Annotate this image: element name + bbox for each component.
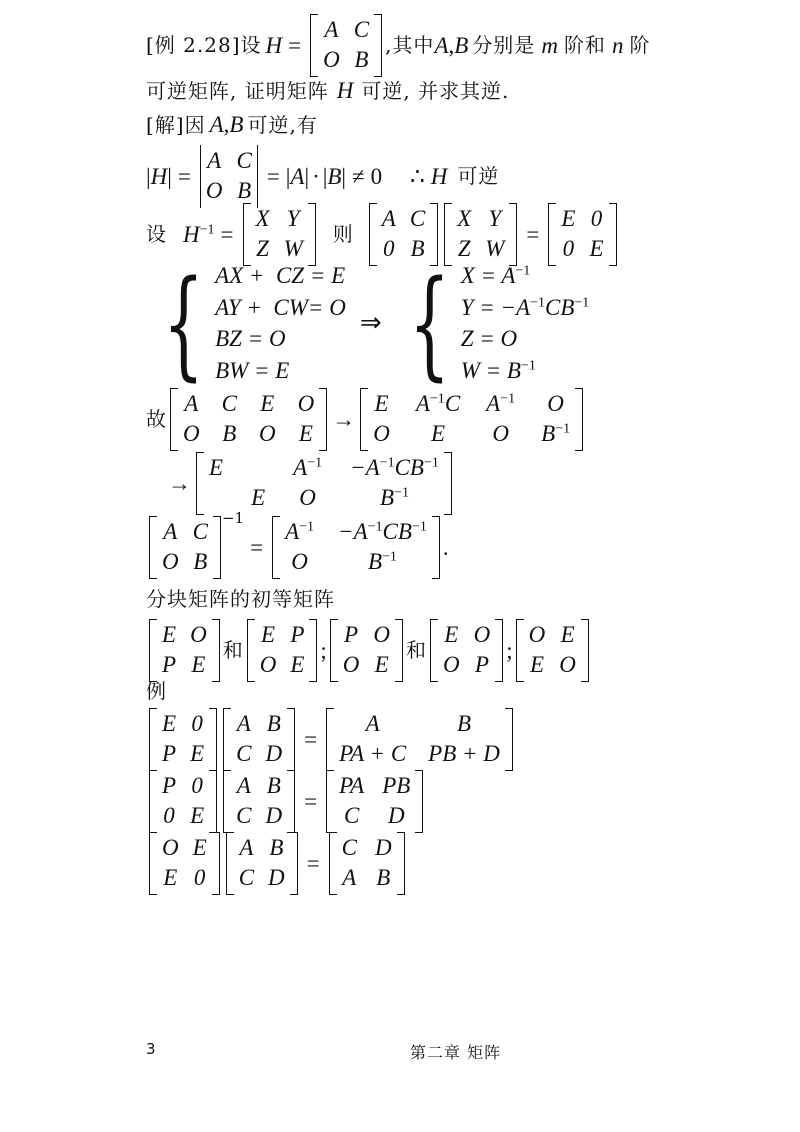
matrix-ABCD-3: A B C D — [226, 832, 298, 895]
section-title — [146, 588, 335, 610]
example-product-3: O E E 0 A B C D = C D A B — [146, 832, 408, 895]
text-lead: 设 — [240, 33, 262, 58]
example-product-1: E 0 P E A B C D = A B PA + C PB + D — [146, 708, 516, 771]
matrix-H: A C O B — [310, 14, 382, 77]
augmented-step2: E $A^{-1}$ $-A^{-1}CB^{-1}$ E O $B^{-1}$ — [196, 452, 452, 515]
matrix-result-2: PA PB C D — [326, 770, 423, 833]
matrix-P00E: P 0 0 E — [149, 770, 217, 833]
matrix-ABCD-2: A B C D — [223, 770, 295, 833]
equation-systems: { AX + CZ = E AY + CW= O BZ = O BW = E ⇒ { $X = A^{-1}$ $Y = -A^{-1}CB^{-1}$ Z = O $W = B^{-1}$ — [146, 262, 589, 384]
matrix-E0PE: E 0 P E — [149, 708, 217, 771]
matrix-XYZW-2: X Y Z W — [444, 203, 517, 266]
matrix-result-3: C D A B — [329, 832, 405, 895]
matrix-H-inverse: $A^{-1}$ $-A^{-1}CB^{-1}$ O $B^{-1}$ — [272, 516, 440, 579]
example-tag: [例 2.28] — [146, 33, 241, 58]
matrix-ABCD-1: A B C D — [223, 708, 295, 771]
augmented-row1: 故 A C E O O B O E → E $A^{-1}C$ $A^{-1}$ O O E O $B^{-1}$ — [146, 388, 586, 451]
chapter-title: 第二章 矩阵 — [410, 1043, 502, 1062]
matrix-E-P-O-E: E P O E — [247, 619, 318, 682]
inverse-result: A C O B −1 = $A^{-1}$ $-A^{-1}CB^{-1}$ O $B^{-1}$ . — [146, 516, 449, 579]
text-conclusion: 可逆 — [457, 164, 500, 189]
text-set: 设 — [146, 222, 167, 247]
augmented-row2: → E $A^{-1}$ $-A^{-1}CB^{-1}$ E O $B^{-1}$ — [166, 452, 455, 515]
determinant-line: | H | = A C O B = | A | · | B | ≠ 0 ∴ H 可逆 — [146, 145, 499, 208]
elementary-matrices: E O P E 和 E P O E ; P O O E 和 E O O P ; O E E O — [146, 619, 592, 682]
matrix-E-O-O-P: E O O P — [430, 619, 503, 682]
det-H: A C O B — [200, 145, 258, 208]
text-rest3: 阶和 — [563, 33, 606, 58]
matrix-XYZW: X Y Z W — [243, 203, 316, 266]
solution-tag: [解]因 — [146, 112, 206, 137]
system-right: { $X = A^{-1}$ $Y = -A^{-1}CB^{-1}$ Z = O $W = B^{-1}$ — [408, 254, 590, 393]
solution-line1: [解]因 A , B 可逆,有 — [146, 112, 318, 137]
text-rest1: ,其中 — [385, 33, 435, 58]
page-number: 3 — [146, 1040, 156, 1058]
text-and-1: 和 — [222, 638, 244, 663]
example-statement-line2: 可逆矩阵, 证明矩阵 H 可逆, 并求其逆. — [146, 78, 510, 103]
text-section-title: 分块矩阵的初等矩阵 — [146, 587, 335, 611]
text-gu: 故 — [146, 407, 167, 432]
matrix-result-1: A B PA + C PB + D — [326, 708, 513, 771]
example-label — [146, 680, 167, 702]
text-rest2: 分别是 — [472, 33, 536, 58]
matrix-H-again: A C O B — [149, 516, 221, 579]
text-example: 例 — [146, 679, 167, 703]
example-product-2: P 0 0 E A B C D = PA PB C D — [146, 770, 426, 833]
text-then: 则 — [332, 222, 354, 247]
text-line2b: 可逆, 并求其逆. — [361, 78, 510, 103]
system-left: { AX + CZ = E AY + CW= O BZ = O BW = E — [162, 254, 346, 393]
text-solution-tail: 可逆,有 — [247, 112, 318, 137]
matrix-identity: E 0 0 E — [548, 203, 616, 266]
matrix-O-E-E-O: O E E O — [516, 619, 589, 682]
text-rest4: 阶 — [629, 33, 651, 58]
matrix-A-C-0-B: A C 0 B — [369, 203, 438, 266]
matrix-P-O-O-E: P O O E — [330, 619, 403, 682]
text-line2: 可逆矩阵, 证明矩阵 — [146, 78, 329, 103]
augmented-step1: E $A^{-1}C$ $A^{-1}$ O O E O $B^{-1}$ — [360, 388, 583, 451]
matrix-OEE0: O E E 0 — [149, 832, 220, 895]
example-statement-line1: [例 2.28] 设 H = A C O B ,其中 A , B 分别是 m 阶和 n 阶 — [146, 14, 650, 77]
matrix-E-O-P-E: E O P E — [149, 619, 220, 682]
augmented-matrix: A C E O O B O E — [170, 388, 327, 451]
text-and-2: 和 — [406, 638, 428, 663]
inverse-setup-line: 设 $H^{-1}$ = X Y Z W 则 A C 0 B X Y Z W = E 0 0 E — [146, 203, 620, 266]
